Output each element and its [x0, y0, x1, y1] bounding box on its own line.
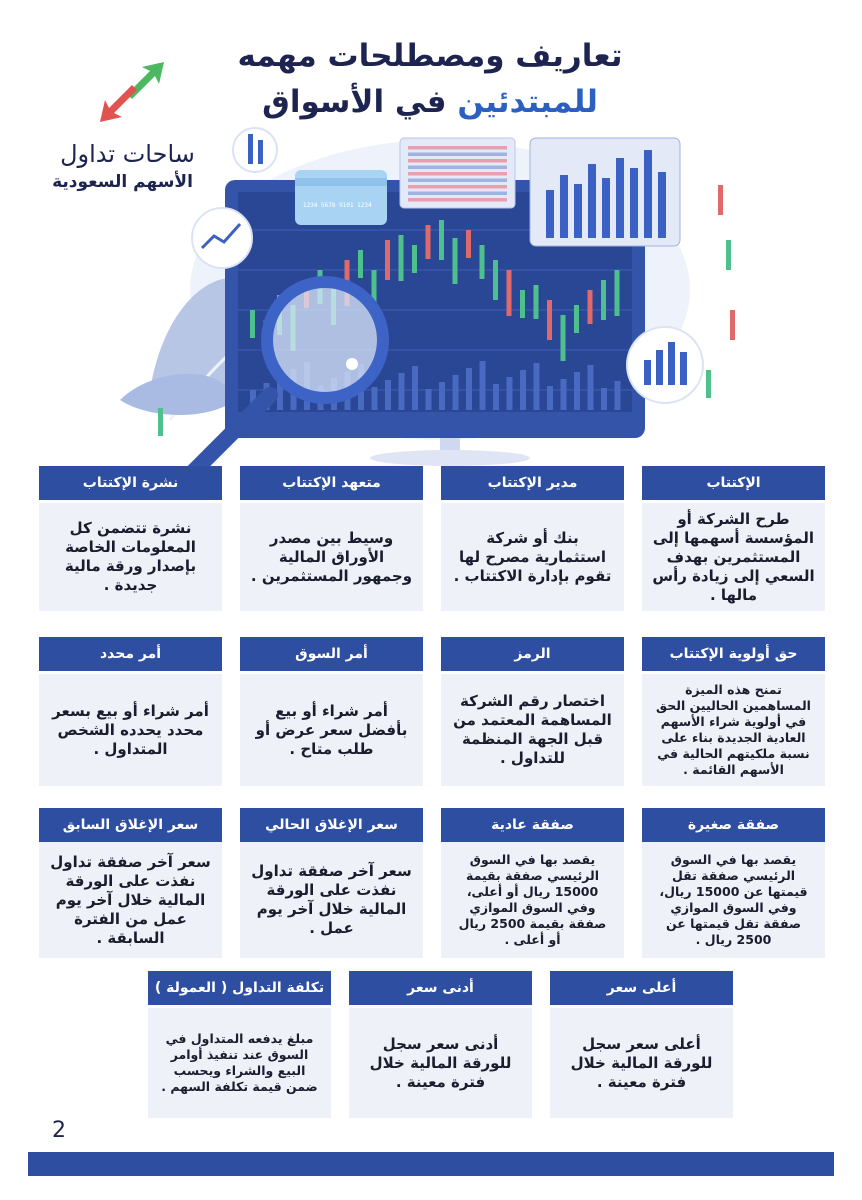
candle [493, 260, 498, 300]
table-row [408, 192, 507, 196]
card-body: سعر آخر صفقة تداول نفذت على الورقة المالية خلال آخر يوم عمل من الفترة السابقة . [39, 842, 222, 958]
table-row [408, 179, 507, 183]
card-title: صفقة عادية [441, 808, 624, 842]
volume-bar [547, 386, 553, 410]
volume-bar [615, 381, 621, 410]
card-title: صفقة صغيرة [642, 808, 825, 842]
card-title: الإكتتاب [642, 466, 825, 500]
page-number: 2 [52, 1118, 66, 1143]
volume-bar [520, 370, 526, 410]
candle [574, 305, 579, 333]
table-row [408, 172, 507, 176]
candle [250, 310, 255, 338]
page-title: تعاريف ومصطلحات مهمه [237, 38, 623, 74]
volume-bar [507, 377, 513, 410]
card-title: حق أولوية الإكتتاب [642, 637, 825, 671]
volume-bar [493, 384, 499, 410]
card-body: سعر آخر صفقة تداول نفذت على الورقة المالية خلال آخر يوم عمل . [240, 842, 423, 958]
table-row [408, 185, 507, 189]
candle [520, 290, 525, 318]
table-row [408, 166, 507, 170]
candle [466, 230, 471, 258]
volume-bar [588, 365, 594, 410]
card-body: يقصد بها في السوق الرئيسي صفقة تقل قيمتها عن 15000 ريال، وفي السوق الموازي صفقة تقل قيمتها عن 2500 ريال . [642, 842, 825, 958]
candle [507, 270, 512, 316]
card-body: أمر شراء أو بيع بسعر محدد يحدده الشخص المتداول . [39, 674, 222, 786]
card-body: يقصد بها في السوق الرئيسي صفقة بقيمة 15000 ريال أو أعلى، وفي السوق الموازي صفقة بقيمة 2500 ريال أو أعلى . [441, 842, 624, 958]
card-title: متعهد الإكتتاب [240, 466, 423, 500]
table-row [408, 153, 507, 157]
card-title: أمر السوق [240, 637, 423, 671]
subtitle-rest: في الأسواق [262, 84, 447, 120]
brand-subtitle: الأسهم السعودية [52, 172, 193, 192]
volume-bar [372, 387, 378, 410]
card-body: نشرة تتضمن كل المعلومات الخاصة بإصدار ورقة مالية جديدة . [39, 503, 222, 611]
candle [615, 270, 620, 316]
card-body: أدنى سعر سجل للورقة المالية خلال فترة معينة . [349, 1008, 532, 1118]
candle [588, 290, 593, 324]
card-body: اختصار رقم الشركة المساهمة المعتمد من قبل الجهة المنظمة للتداول . [441, 674, 624, 786]
card-title: الرمز [441, 637, 624, 671]
card-title: نشرة الإكتتاب [39, 466, 222, 500]
volume-bar [561, 379, 567, 410]
volume-bar [480, 361, 486, 410]
card-title: أدنى سعر [349, 971, 532, 1005]
volume-bar [426, 389, 432, 410]
card-title: أعلى سعر [550, 971, 733, 1005]
candle [426, 225, 431, 259]
card-title: سعر الإغلاق السابق [39, 808, 222, 842]
volume-bar [399, 373, 405, 410]
candle [439, 220, 444, 260]
candle [385, 240, 390, 280]
candle [534, 285, 539, 319]
table-row [408, 198, 507, 202]
volume-bar [601, 388, 607, 410]
candle [547, 300, 552, 340]
card-title: مدير الإكتتاب [441, 466, 624, 500]
volume-bar [466, 368, 472, 410]
card-title: سعر الإغلاق الحالي [240, 808, 423, 842]
volume-bar [574, 372, 580, 410]
candle [399, 235, 404, 281]
card-body: تمنح هذه الميزة المساهمين الحاليين الحق في أولوية شراء الأسهم العادية الجديدة بناء على نسبة ملكيتهم الحالية في الأسهم القائمة . [642, 674, 825, 786]
card-body: طرح الشركة أو المؤسسة أسهمها إلى المستثمرين بهدف السعي إلى زيادة رأس مالها . [642, 503, 825, 611]
table-row [408, 159, 507, 163]
card-body: أمر شراء أو بيع بأفضل سعر عرض أو طلب متاح . [240, 674, 423, 786]
candle [358, 250, 363, 278]
candle [453, 238, 458, 284]
card-number: 1234 5678 9101 1234 [303, 202, 372, 209]
card-body: بنك أو شركة استثمارية مصرح لها تقوم بإدارة الاكتتاب . [441, 503, 624, 611]
candle [412, 245, 417, 273]
candle [601, 280, 606, 320]
footer-bar [28, 1152, 834, 1176]
volume-bar [439, 382, 445, 410]
volume-bar [534, 363, 540, 410]
brand-name: ساحات تداول [60, 140, 195, 168]
card-body: وسيط بين مصدر الأوراق المالية وجمهور المستثمرين . [240, 503, 423, 611]
volume-bar [453, 375, 459, 410]
candle [561, 315, 566, 361]
trading-monitor-illustration [110, 120, 760, 490]
volume-bar [412, 366, 418, 410]
page-subtitle [220, 84, 640, 120]
card-body: أعلى سعر سجل للورقة المالية خلال فترة معينة . [550, 1008, 733, 1118]
card-body: مبلغ يدفعه المتداول في السوق عند تنفيذ أوامر البيع والشراء ويحسب ضمن قيمة تكلفة السهم . [148, 1008, 331, 1118]
candle [480, 245, 485, 279]
volume-bar [385, 380, 391, 410]
subtitle-highlight: للمبتدئين [457, 84, 598, 120]
card-title: تكلفة التداول ( العمولة ) [148, 971, 331, 1005]
table-row [408, 146, 507, 150]
card-title: أمر محدد [39, 637, 222, 671]
logo-arrows-icon [92, 58, 172, 128]
